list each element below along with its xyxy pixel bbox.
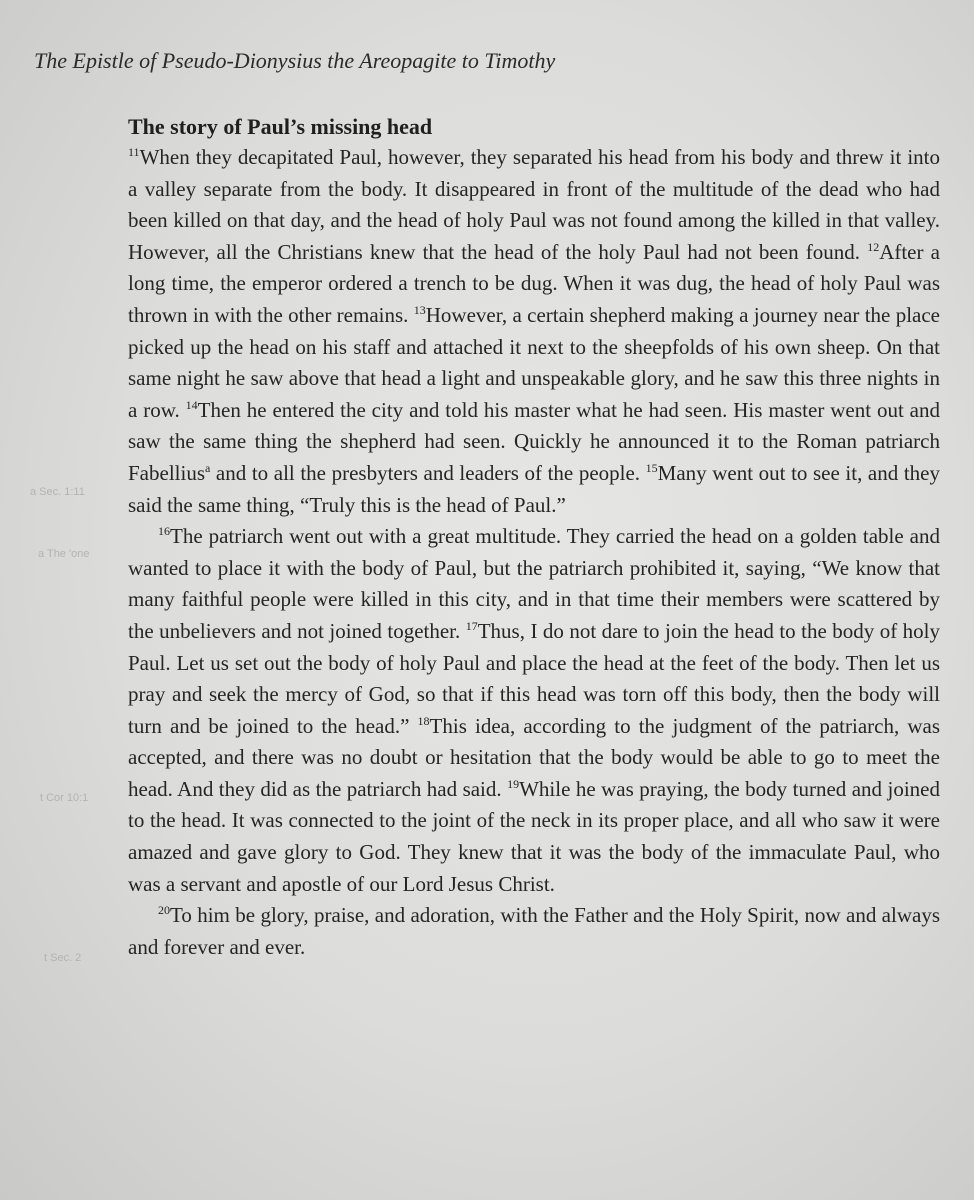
verse-text: While he was praying, the body turned and joined to the head. It was connected to the joint of the neck in its proper place, and all who saw it were amazed and gave glory to God. They knew that it was the body of the immaculate Paul, who was a servant and apostle of our Lord Jesus Christ. (128, 776, 940, 896)
verse-text: The patriarch went out with a great multitude. They carried the head on a golden table and wanted to place it with the body of Paul, but the patriarch prohibited it, saying, “We know that many faithful people were killed in this city, and in that time their members were scattered by the unbelievers and not joined together. (128, 524, 940, 643)
verse-text: To him be glory, praise, and adoration, with the Father and the Holy Spirit, now and always and forever and ever. (128, 903, 940, 959)
margin-note: t Cor 10:1 (40, 792, 89, 804)
verse-text: Then he entered the city and told his master what he had seen. His master went out and saw the same thing the shepherd had seen. Quickly he announced it to the Roman patriarch Fabellius (128, 397, 940, 485)
verse-number: 18 (417, 713, 430, 728)
paragraph (128, 142, 940, 521)
margin-note: t Sec. 2 (44, 952, 82, 964)
verse-number: 12 (867, 239, 880, 254)
paragraph (128, 900, 940, 963)
verse-text: This idea, according to the judgment of the patriarch, was accepted, and there was no doubt or hesitation that the body would be able to go to meet the head. And they did as the patriarch had said. (128, 713, 940, 801)
text-block (128, 112, 940, 963)
paragraph (128, 521, 940, 900)
verse-text: When they decapitated Paul, however, they separated his head from his body and threw it into a valley separate from the body. It disappeared in front of the multitude of the dead who had been killed on that day, and the head of holy Paul was not found among the killed in that valley. However, all the Christians knew that the head of the holy Paul had not been found. (128, 145, 940, 264)
verse-text: and to all the presbyters and leaders of the people. (210, 460, 646, 485)
verse-number: 19 (507, 776, 520, 791)
verse-number: 13 (413, 302, 426, 317)
margin-note: a Sec. 1:11 (30, 486, 85, 498)
verse-number: 14 (185, 397, 198, 412)
verse-number: 20 (158, 903, 170, 918)
margin-note: a The 'one (38, 548, 90, 560)
verse-text: After a long time, the emperor ordered a trench to be dug. When it was dug, the head of holy Paul was thrown in with the other remains. (128, 239, 940, 327)
paragraphs (128, 142, 940, 963)
section-title: The story of Paul’s missing head (128, 114, 433, 139)
verse-number: 11 (128, 145, 140, 159)
verse-text: Thus, I do not dare to join the head to the body of holy Paul. Let us set out the body of holy Paul and place the head at the feet of the body. Then let us pray and seek the mercy of God, so that if this head was torn off this body, then the body will turn and be joined to the head.” (128, 618, 940, 738)
footnote-marker: a (205, 460, 211, 475)
verse-text: Many went out to see it, and they said the same thing, “Truly this is the head of Paul.” (128, 460, 940, 517)
verse-number: 15 (645, 460, 658, 475)
verse-text: However, a certain shepherd making a journey near the place picked up the head on his staff and attached it next to the sheepfolds of his own sheep. On that same night he saw above that head a light and unspeakable glory, and he saw this three nights in a row. (128, 302, 940, 422)
verse-number: 16 (158, 524, 170, 539)
verse-number: 17 (465, 618, 478, 633)
running-head: The Epistle of Pseudo-Dionysius the Areopagite to Timothy (34, 48, 556, 73)
